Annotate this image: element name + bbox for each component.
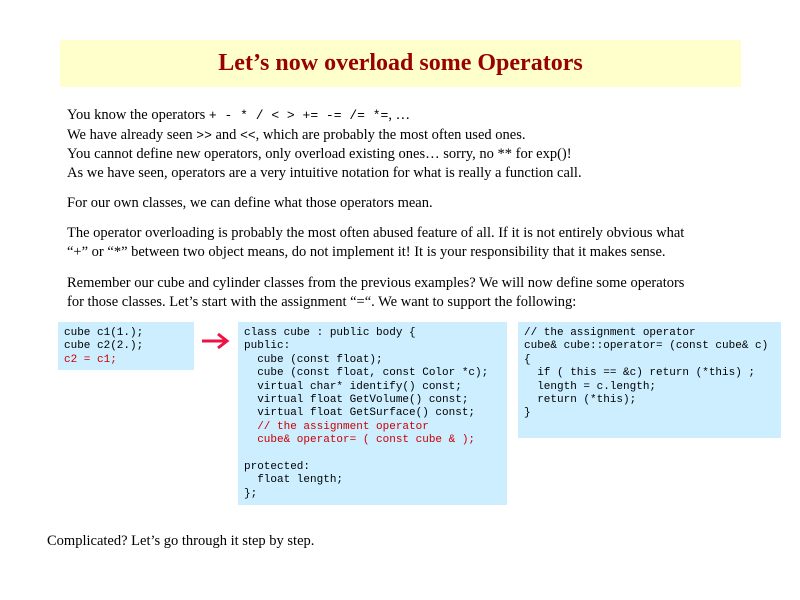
footer-text: Complicated? Let’s go through it step by step.: [47, 533, 315, 549]
code-line: virtual char* identify() const;: [244, 380, 462, 393]
code-line: class cube : public body {: [244, 327, 416, 339]
code-line: cube& operator= ( const cube & );: [244, 434, 476, 447]
abuse-line: The operator overloading is probably the most often abused feature of all. If it is not entirely obvious what: [67, 225, 685, 241]
intro-line-stream-ops: [67, 126, 757, 146]
code-line: cube (const float, const Color *c);: [244, 367, 489, 380]
code-line: cube (const float);: [244, 353, 383, 366]
intro-text: You know the operators: [67, 107, 209, 123]
remember-line: Remember our cube and cylinder classes from the previous examples? We will now define some operators: [67, 275, 685, 291]
remember-line: for those classes. Let’s start with the assignment “=“. We want to support the following:: [67, 293, 577, 310]
intro-line-no-new-ops: You cannot define new operators, only overload existing ones… sorry, no ** for exp()!: [67, 146, 572, 162]
abuse-line: “+” or “*” between two object means, do not implement it! It is your responsibility that it makes sense.: [67, 243, 666, 260]
code-line: // the assignment operator: [244, 420, 429, 433]
intro-text-end: , …: [388, 107, 411, 123]
operator-insert: <<: [240, 127, 256, 143]
operator-implementation-code-box: [518, 322, 781, 438]
code-line: }: [524, 407, 531, 420]
operator-extract: >>: [196, 127, 212, 143]
remember-paragraph: [67, 274, 757, 311]
code-line: };: [244, 487, 258, 500]
code-line: {: [524, 353, 531, 366]
class-declaration-code-box: [238, 322, 507, 505]
abuse-paragraph: [67, 224, 757, 261]
right-arrow-icon: [201, 331, 231, 351]
code-line: return (*this);: [524, 394, 637, 407]
usage-code-box: [58, 322, 194, 370]
code-line: length = c.length;: [524, 380, 657, 393]
code-line: protected:: [244, 461, 311, 474]
code-line: cube c2(2.);: [64, 340, 144, 353]
intro-paragraph: [67, 106, 757, 182]
own-classes-paragraph: [67, 194, 757, 213]
code-line: cube& cube::operator= (const cube& c): [524, 340, 769, 353]
page-title: Let’s now overload some Operators: [218, 50, 583, 76]
code-line: cube c1(1.);: [64, 327, 144, 339]
code-line: float length;: [244, 474, 344, 487]
title-banner: [60, 40, 741, 87]
intro-line-operators: [67, 106, 757, 126]
code-line: // the assignment operator: [524, 327, 696, 339]
operator-list: + - * / < > += -= /= *=: [208, 108, 389, 123]
own-classes-text: For our own classes, we can define what those operators mean.: [67, 195, 433, 211]
intro-line-function-call: As we have seen, operators are a very intuitive notation for what is really a function call.: [67, 164, 582, 181]
code-line: virtual float GetVolume() const;: [244, 394, 469, 407]
intro-text: We have already seen: [67, 126, 197, 143]
code-line: c2 = c1;: [64, 353, 117, 366]
code-line: virtual float GetSurface() const;: [244, 407, 476, 420]
intro-text-end: , which are probably the most often used ones.: [255, 126, 526, 143]
code-line: public:: [244, 340, 291, 353]
code-line: if ( this == &c) return (*this) ;: [524, 367, 756, 380]
code-line: [244, 448, 501, 461]
intro-text-and: and: [211, 126, 241, 143]
